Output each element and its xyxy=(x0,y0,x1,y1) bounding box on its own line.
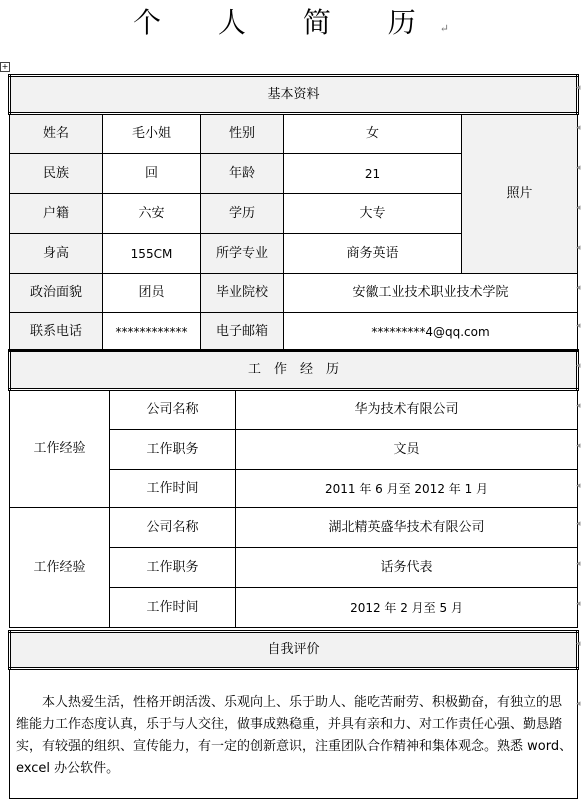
row-end-marker: ◂ xyxy=(576,321,581,331)
photo-placeholder: 照片 xyxy=(462,114,578,274)
resume-title: 个 人 简 历↵ xyxy=(133,6,449,39)
phone-value: ************ xyxy=(103,313,201,351)
job-2-section-label: 工作经验 xyxy=(10,508,110,628)
job-1-company-value: 华为技术有限公司 xyxy=(236,390,578,430)
major-label: 所学专业 xyxy=(201,234,284,274)
row-end-marker: ◂ xyxy=(576,83,581,93)
row-end-marker: ◂ xyxy=(576,559,581,569)
job-1-company-label: 公司名称 xyxy=(110,390,236,430)
ethnic-label: 民族 xyxy=(10,154,103,194)
name-value: 毛小姐 xyxy=(103,114,201,154)
job-1-time-value: 2011 年 6 月至 2012 年 1 月 xyxy=(236,470,578,508)
row-end-marker: ◂ xyxy=(576,283,581,293)
job-1-time-label: 工作时间 xyxy=(110,470,236,508)
row-end-marker: ◂ xyxy=(576,599,581,609)
job-1-position-label: 工作职务 xyxy=(110,430,236,470)
height-value: 155CM xyxy=(103,234,201,274)
native-label: 户籍 xyxy=(10,194,103,234)
row-end-marker: ◂ xyxy=(576,441,581,451)
work-experience-table xyxy=(8,349,579,628)
work-experience-header: 工 作 经 历 xyxy=(10,351,578,390)
self-evaluation-text: 本人热爱生活，性格开朗活泼、乐观向上、乐于助人、能吃苦耐劳、积极勤奋，有独立的思维能力工作态度认真，乐于与人交往，做事成熟稳重，并具有亲和力、对工作责任心强、勤恳踏实，有较强的组织、宣传能力，有一定的创新意识，注重团队合作精神和集体观念。熟悉 word、excel 办公软件。 xyxy=(10,669,578,799)
political-status-label: 政治面貌 xyxy=(10,274,103,313)
name-label: 姓名 xyxy=(10,114,103,154)
job-2-position-label: 工作职务 xyxy=(110,548,236,588)
row-end-marker: ◂ xyxy=(576,401,581,411)
job-2-time-label: 工作时间 xyxy=(110,588,236,628)
row-end-marker: ◂ xyxy=(576,519,581,529)
height-label: 身高 xyxy=(10,234,103,274)
job-2-company-value: 湖北精英盛华技术有限公司 xyxy=(236,508,578,548)
self-evaluation-header: 自我评价 xyxy=(10,632,578,669)
row-end-marker: ◂ xyxy=(576,123,581,133)
school-value: 安徽工业技术职业技术学院 xyxy=(284,274,578,313)
education-label: 学历 xyxy=(201,194,284,234)
education-value: 大专 xyxy=(284,194,462,234)
row-end-marker: ◂ xyxy=(576,639,581,649)
age-label: 年龄 xyxy=(201,154,284,194)
basic-info-header: 基本资料 xyxy=(10,76,578,114)
row-end-marker: ◂ xyxy=(576,203,581,213)
paragraph-mark: ↵ xyxy=(439,22,449,35)
political-status-value: 团员 xyxy=(103,274,201,313)
job-2-company-label: 公司名称 xyxy=(110,508,236,548)
self-evaluation-table xyxy=(8,630,579,799)
job-2-time-value: 2012 年 2 月至 5 月 xyxy=(236,588,578,628)
gender-value: 女 xyxy=(284,114,462,154)
job-1-section-label: 工作经验 xyxy=(10,390,110,508)
row-end-marker: ◂ xyxy=(576,481,581,491)
row-end-marker: ◂ xyxy=(576,163,581,173)
table-move-handle-icon[interactable]: + xyxy=(1,62,9,71)
job-1-position-value: 文员 xyxy=(236,430,578,470)
school-label: 毕业院校 xyxy=(201,274,284,313)
ethnic-value: 回 xyxy=(103,154,201,194)
age-value: 21 xyxy=(284,154,462,194)
basic-info-table xyxy=(8,74,579,351)
row-end-marker: ◂ xyxy=(576,699,581,709)
row-end-marker: ◂ xyxy=(576,361,581,371)
phone-label: 联系电话 xyxy=(10,313,103,351)
major-value: 商务英语 xyxy=(284,234,462,274)
row-end-marker: ◂ xyxy=(576,243,581,253)
email-value: *********4@qq.com xyxy=(284,313,578,351)
native-value: 六安 xyxy=(103,194,201,234)
gender-label: 性别 xyxy=(201,114,284,154)
email-label: 电子邮箱 xyxy=(201,313,284,351)
job-2-position-value: 话务代表 xyxy=(236,548,578,588)
